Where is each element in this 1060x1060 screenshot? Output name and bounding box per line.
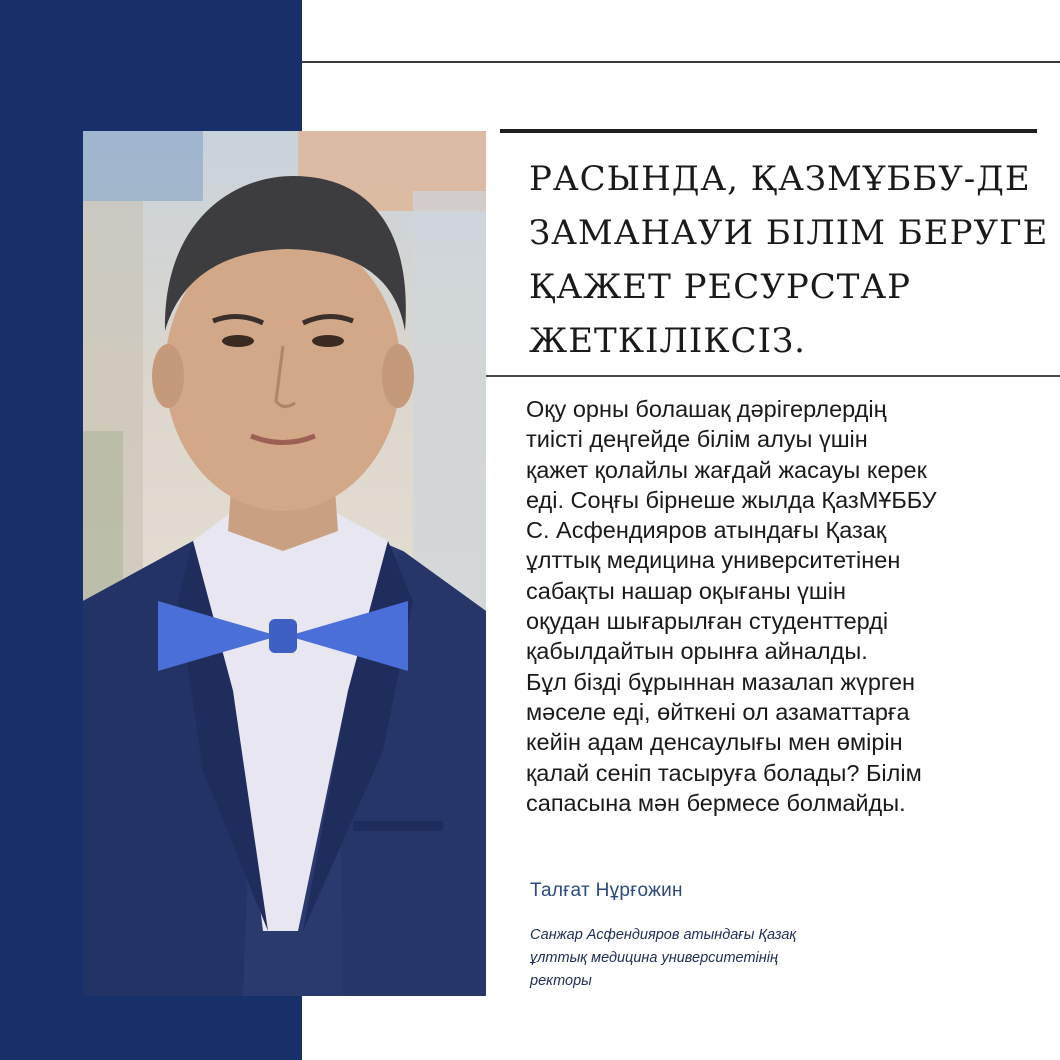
author-title-line: ұлттық медицина университетінің: [530, 950, 778, 966]
author-title-line: ректоры: [530, 973, 592, 989]
body-line: сабақты нашар оқығаны үшін: [526, 577, 846, 604]
portrait-photo: [83, 131, 486, 996]
headline-line: ҚАЖЕТ РЕСУРСТАР: [529, 267, 912, 307]
body-line: мәселе еді, өйткені ол азаматтарға: [526, 698, 910, 725]
quote-bottom-rule: [486, 375, 1060, 377]
headline-line: РАСЫНДА, ҚАЗМҰББУ-ДЕ: [529, 159, 1031, 199]
body-line: ұлттық медицина университетінен: [526, 547, 901, 574]
body-line: кейін адам денсаулығы мен өмірін: [526, 729, 903, 756]
author-title-line: Санжар Асфендияров атындағы Қазақ: [530, 927, 797, 943]
body-line: қалай сеніп тасыруға болады? Білім: [526, 759, 922, 786]
pull-quote-headline: [529, 152, 1049, 368]
body-line: С. Асфендияров атындағы Қазақ: [526, 517, 887, 544]
body-line: Бұл бізді бұрыннан мазалап жүрген: [526, 668, 916, 695]
body-line: еді. Соңғы бірнеше жылда ҚазМҰББУ: [526, 486, 937, 513]
body-line: Оқу орны болашақ дәрігерлердің: [526, 396, 887, 422]
body-line: оқудан шығарылған студенттерді: [526, 608, 889, 635]
quote-body-text: [526, 394, 1046, 818]
author-title: [530, 924, 950, 993]
author-name: Талғат Нұрғожин: [530, 880, 683, 901]
body-line: сапасына мән бермесе болмайды.: [526, 789, 906, 816]
headline-line: ЖЕТКІЛІКСІЗ.: [529, 321, 806, 361]
quote-top-rule: [500, 129, 1037, 133]
body-line: тиісті деңгейде білім алуы үшін: [526, 426, 868, 453]
body-line: қажет қолайлы жағдай жасауы керек: [526, 456, 927, 483]
top-divider-line: [302, 61, 1060, 63]
body-line: қабылдайтын орынға айналды.: [526, 638, 868, 665]
headline-line: ЗАМАНАУИ БІЛІМ БЕРУГЕ: [529, 213, 1049, 253]
